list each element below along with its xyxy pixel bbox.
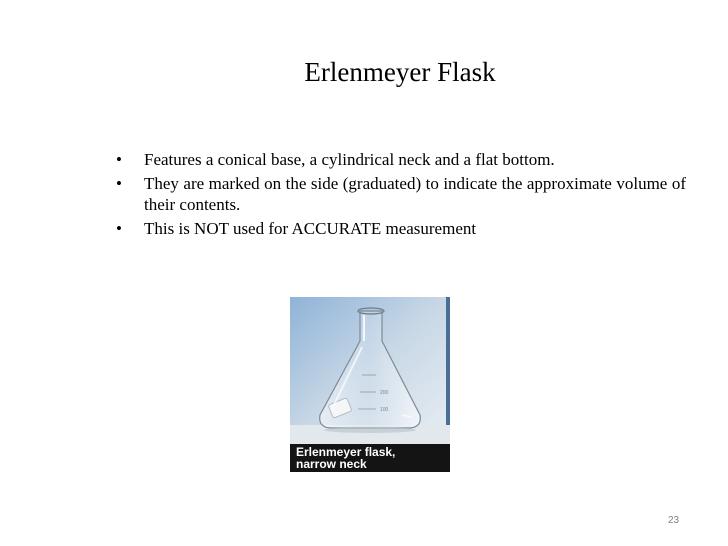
bullet-item [112, 149, 686, 170]
bullet-icon: • [116, 174, 122, 193]
bullet-icon: • [116, 219, 122, 238]
bullet-list [112, 149, 686, 242]
bullet-text: Features a conical base, a cylindrical neck and a flat bottom. [144, 150, 555, 169]
graduation-label: 200 [380, 390, 389, 396]
bullet-item [112, 218, 686, 239]
caption-line-2: narrow neck [296, 457, 367, 471]
bullet-text: This is NOT used for ACCURATE measurement [144, 219, 477, 238]
slide-title: Erlenmeyer Flask [304, 57, 496, 87]
flask-illustration [290, 297, 450, 444]
page-number: 23 [668, 515, 680, 526]
photo-caption [290, 444, 450, 472]
bullet-icon: • [116, 150, 122, 169]
erlenmeyer-flask-photo [290, 297, 450, 472]
caption-line-1: Erlenmeyer flask, [296, 445, 396, 459]
bullet-text: They are marked on the side (graduated) to indicate the approximate volume of their contents. [144, 174, 686, 214]
graduation-label: 100 [380, 407, 389, 413]
bullet-item [112, 173, 686, 215]
